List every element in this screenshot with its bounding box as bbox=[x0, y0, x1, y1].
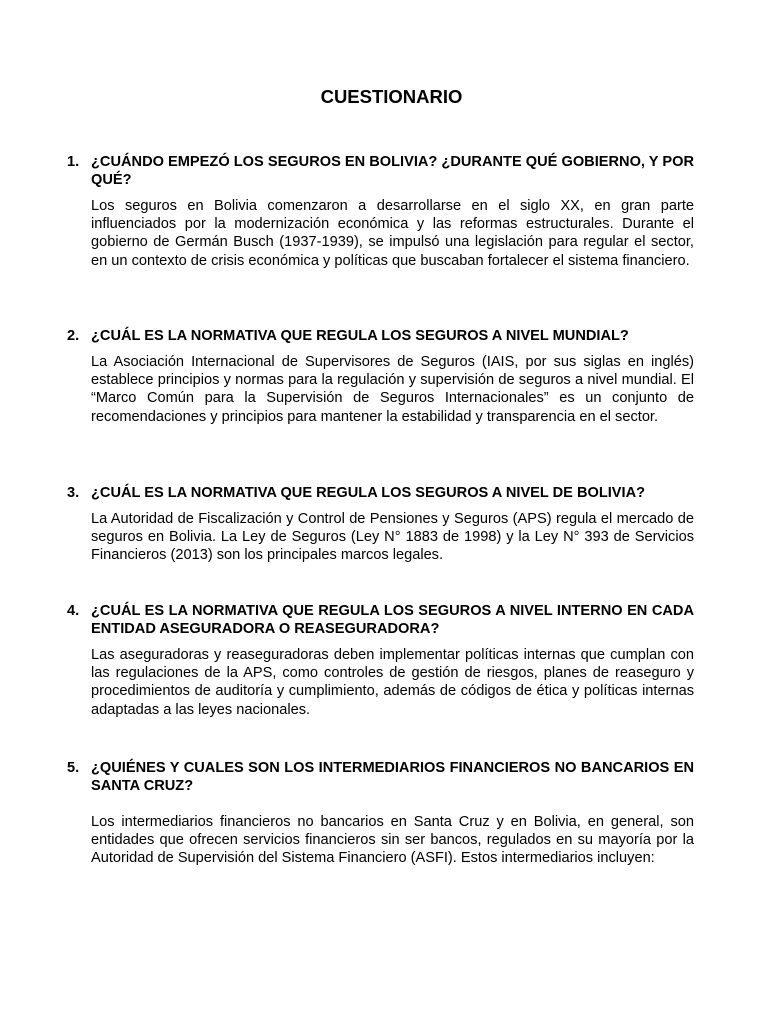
question-heading: ¿CUÁL ES LA NORMATIVA QUE REGULA LOS SEGUROS A NIVEL INTERNO EN CADA ENTIDAD ASEGURADORA O REASEGURADORA? bbox=[91, 603, 694, 637]
question-block-2 bbox=[67, 327, 694, 426]
question-block-1 bbox=[67, 153, 694, 270]
question-number: 2. bbox=[67, 328, 80, 344]
answer-paragraph: Los intermediarios financieros no bancarios en Santa Cruz y en Bolivia, en general, son entidades que ofrecen servicios financieros sin ser bancos, regulados en su mayoría por la Autoridad de Supervisión del Sistema Financiero (ASFI). Estos intermediarios incluyen: bbox=[91, 814, 694, 867]
answer-paragraph: Las aseguradoras y reaseguradoras deben implementar políticas internas que cumplan con las regulaciones de la APS, como controles de gestión de riesgos, planes de reaseguro y procedimientos de auditoría y cumplimiento, además de códigos de ética y políticas internas adaptadas a las leyes nacionales. bbox=[91, 647, 694, 718]
answer-paragraph: Los seguros en Bolivia comenzaron a desarrollarse en el siglo XX, en gran parte influenciados por la modernización económica y las reformas estructurales. Durante el gobierno de Germán Busch (1937-1939), se impulsó una legislación para regular el sector, en un contexto de crisis económica y políticas que buscaban fortalecer el sistema financiero. bbox=[91, 198, 694, 269]
answer-paragraph: La Autoridad de Fiscalización y Control de Pensiones y Seguros (APS) regula el mercado de seguros en Bolivia. La Ley de Seguros (Ley N° 1883 de 1998) y la Ley N° 393 de Servicios Financieros (2013) son los principales marcos legales. bbox=[91, 511, 694, 564]
question-heading: ¿CUÁL ES LA NORMATIVA QUE REGULA LOS SEGUROS A NIVEL MUNDIAL? bbox=[91, 328, 629, 344]
question-number: 5. bbox=[67, 760, 80, 776]
answer-paragraph: La Asociación Internacional de Supervisores de Seguros (IAIS, por sus siglas en inglés) establece principios y normas para la regulación y supervisión de seguros a nivel mundial. El “Marco Común para la Supervisión de Seguros Internacionales” es un conjunto de recomendaciones y principios para mantener la estabilidad y transparencia en el sector. bbox=[91, 354, 694, 425]
question-block-4 bbox=[67, 602, 694, 719]
question-heading: ¿CUÁL ES LA NORMATIVA QUE REGULA LOS SEGUROS A NIVEL DE BOLIVIA? bbox=[91, 485, 646, 501]
question-heading: ¿CUÁNDO EMPEZÓ LOS SEGUROS EN BOLIVIA? ¿DURANTE QUÉ GOBIERNO, Y POR QUÉ? bbox=[91, 154, 694, 188]
question-block-5 bbox=[67, 759, 694, 868]
document-title: CUESTIONARIO bbox=[320, 86, 463, 107]
question-number: 4. bbox=[67, 603, 80, 619]
question-number: 1. bbox=[67, 154, 80, 170]
question-block-3 bbox=[67, 484, 694, 565]
question-heading: ¿QUIÉNES Y CUALES SON LOS INTERMEDIARIOS FINANCIEROS NO BANCARIOS EN SANTA CRUZ? bbox=[91, 760, 694, 794]
question-number: 3. bbox=[67, 485, 80, 501]
